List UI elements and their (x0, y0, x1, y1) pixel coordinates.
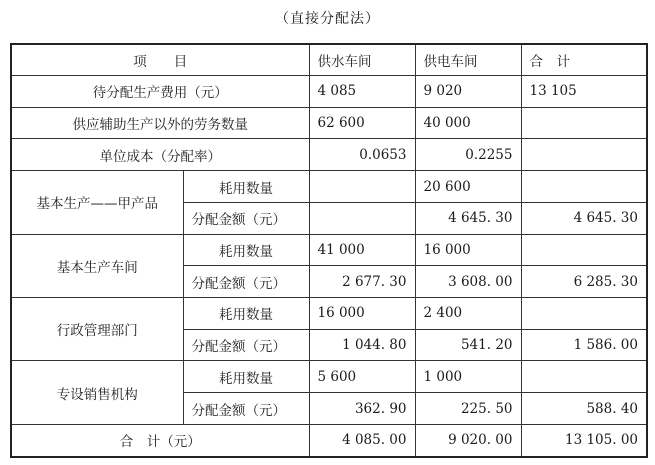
cell-water: 1 044. 80 (309, 329, 415, 361)
row-sub-label: 耗用数量 (183, 234, 309, 266)
cell-power: 4 645. 30 (415, 202, 521, 234)
cell-water: 2 677. 30 (309, 266, 415, 298)
cell-water: 62 600 (309, 107, 415, 139)
cell-total: 1 586. 00 (521, 329, 647, 361)
cell-total (521, 234, 647, 266)
cell-power: 20 600 (415, 171, 521, 203)
cell-water: 41 000 (309, 234, 415, 266)
row-label: 合 计（元） (11, 424, 309, 457)
cell-power: 16 000 (415, 234, 521, 266)
header-item: 项 目 (11, 44, 309, 76)
row-sub-label: 耗用数量 (183, 361, 309, 393)
cell-water: 4 085 (309, 76, 415, 108)
table-caption: （直接分配法） (275, 11, 380, 27)
cell-water: 16 000 (309, 298, 415, 330)
row-label: 单位成本（分配率） (11, 139, 309, 171)
table-row-cost (11, 76, 647, 108)
cell-water (309, 202, 415, 234)
cell-power: 225. 50 (415, 393, 521, 425)
header-power: 供电车间 (415, 44, 521, 76)
cell-power: 9 020 (415, 76, 521, 108)
cell-total: 13 105 (521, 76, 647, 108)
cell-power: 2 400 (415, 298, 521, 330)
cell-power: 9 020. 00 (415, 424, 521, 457)
cell-power: 0.2255 (415, 139, 521, 171)
cell-water: 5 600 (309, 361, 415, 393)
table-row-group-qty (11, 171, 647, 203)
cell-water: 4 085. 00 (309, 424, 415, 457)
table-row-footer (11, 424, 647, 457)
header-total: 合 计 (521, 44, 647, 76)
cell-total (521, 298, 647, 330)
cell-water (309, 171, 415, 203)
cell-total: 4 645. 30 (521, 202, 647, 234)
cell-power: 541. 20 (415, 329, 521, 361)
row-label: 待分配生产费用（元） (11, 76, 309, 108)
cell-total (521, 139, 647, 171)
row-sub-label: 分配金额（元） (183, 266, 309, 298)
row-label: 供应辅助生产以外的劳务数量 (11, 107, 309, 139)
table-row-group-qty (11, 234, 647, 266)
group-name: 基本生产——甲产品 (11, 171, 183, 234)
table-row-group-qty (11, 298, 647, 330)
cell-total (521, 361, 647, 393)
row-sub-label: 耗用数量 (183, 171, 309, 203)
row-sub-label: 分配金额（元） (183, 393, 309, 425)
cell-total (521, 107, 647, 139)
group-name: 专设销售机构 (11, 361, 183, 424)
cell-power: 40 000 (415, 107, 521, 139)
row-sub-label: 分配金额（元） (183, 329, 309, 361)
allocation-table (10, 43, 648, 458)
cell-power: 1 000 (415, 361, 521, 393)
cell-total: 588. 40 (521, 393, 647, 425)
table-row-group-qty (11, 361, 647, 393)
group-name: 行政管理部门 (11, 298, 183, 361)
cell-total: 6 285. 30 (521, 266, 647, 298)
cell-power: 3 608. 00 (415, 266, 521, 298)
header-row (11, 44, 647, 76)
row-sub-label: 耗用数量 (183, 298, 309, 330)
group-name: 基本生产车间 (11, 234, 183, 297)
table-row-rate (11, 139, 647, 171)
table-row-labor (11, 107, 647, 139)
cell-water: 0.0653 (309, 139, 415, 171)
cell-water: 362. 90 (309, 393, 415, 425)
row-sub-label: 分配金额（元） (183, 202, 309, 234)
cell-total (521, 171, 647, 203)
cell-total: 13 105. 00 (521, 424, 647, 457)
header-water: 供水车间 (309, 44, 415, 76)
